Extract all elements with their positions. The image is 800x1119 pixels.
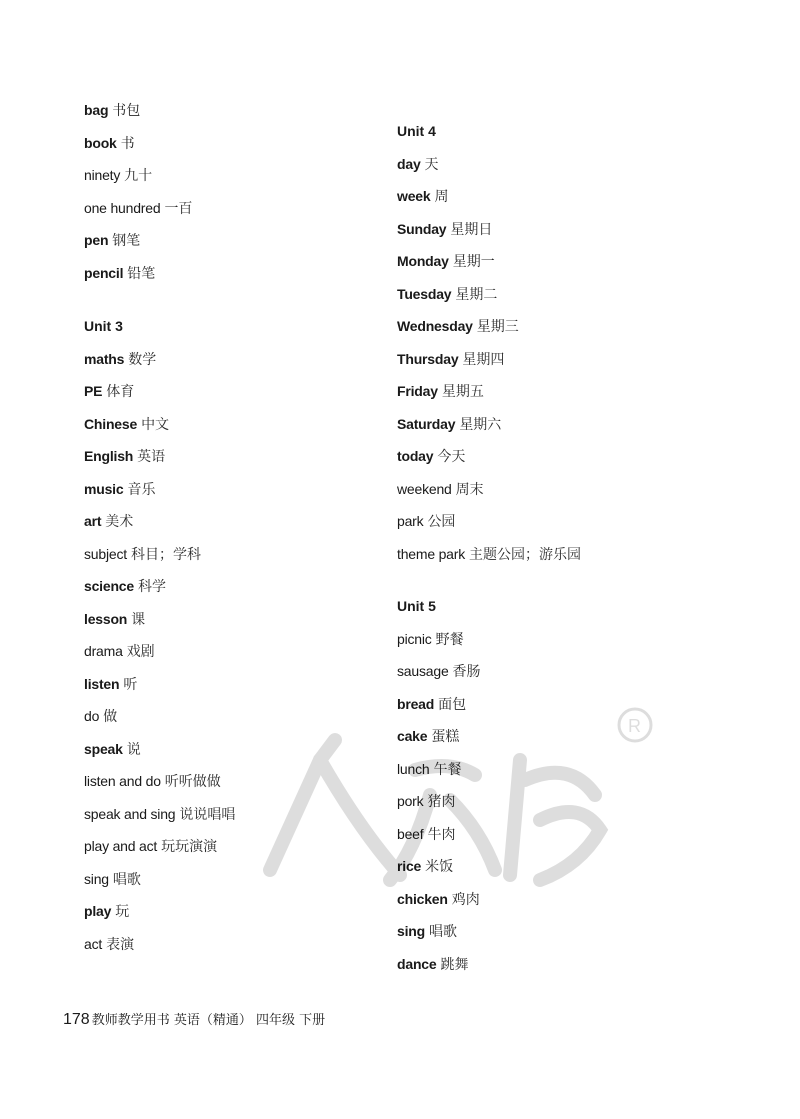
english-word: dance [397,955,437,972]
vocab-entry-do [84,707,117,726]
vocab-entry-monday [397,252,495,271]
chinese-translation: 科目；学科 [130,546,201,563]
chinese-translation: 戏剧 [126,644,155,660]
vocab-entry-pen [84,231,140,250]
english-word: chicken [397,890,448,907]
vocab-entry-lunch [397,760,461,779]
vocab-entry-thursday [397,350,504,369]
chinese-translation: 野餐 [435,631,464,648]
english-word: ninety [84,167,121,183]
chinese-translation: 音乐 [127,481,156,498]
chinese-translation: 唱歌 [112,871,141,888]
chinese-translation: 今天 [437,449,466,465]
vocab-entry-pencil [84,264,155,283]
english-word: beef [397,825,424,842]
vocab-entry-listen-and-do [84,772,221,791]
english-word: picnic [397,630,432,647]
vocab-entry-bag [84,101,140,120]
english-word: pork [397,793,424,809]
english-word: Saturday [397,415,456,432]
vocab-entry-sunday [397,220,492,239]
chinese-translation: 做 [103,709,118,725]
english-word: Wednesday [397,318,473,334]
english-word: speak and sing [84,805,176,822]
vocab-entry-science [84,577,166,596]
chinese-translation: 书包 [112,103,141,119]
english-word: lesson [84,610,128,627]
vocab-entry-friday [397,382,484,401]
vocab-entry-theme-park [397,545,581,564]
chinese-translation: 说 [126,741,141,758]
chinese-translation: 唱歌 [428,924,457,940]
chinese-translation: 听听做做 [164,774,221,790]
chinese-translation: 书 [120,135,135,152]
vocab-entry-pe [84,382,134,401]
vocab-entry-maths [84,350,156,369]
chinese-translation: 钢笔 [112,233,141,249]
vocab-entry-act [84,935,134,954]
english-word: cake [397,728,428,744]
english-word: music [84,480,124,497]
english-word: book [84,134,117,151]
vocab-entry-sing [397,922,457,941]
vocab-entry-music [84,480,155,499]
chinese-translation: 跳舞 [440,956,469,973]
chinese-translation: 中文 [141,416,170,433]
english-word: Friday [397,383,438,399]
vocab-entry-tuesday [397,285,497,304]
vocab-entry-english [84,447,165,466]
vocab-entry-sing [84,870,141,889]
chinese-translation: 蛋糕 [431,729,460,745]
vocab-entry-beef [397,825,455,844]
english-word: act [84,935,103,952]
english-word: park [397,513,424,529]
english-word: rice [397,858,422,874]
english-word: science [84,578,134,594]
vocab-entry-play-and-act [84,837,217,856]
vocab-entry-art [84,512,133,531]
chinese-translation: 铅笔 [127,265,156,282]
vocab-entry-play [84,902,129,921]
chinese-translation: 听 [123,676,138,693]
chinese-translation: 香肠 [452,664,481,680]
vocab-entry-drama [84,642,155,661]
vocab-entry-bread [397,695,466,714]
english-word: pen [84,232,109,248]
english-word: pencil [84,264,124,281]
chinese-translation: 英语 [137,449,166,465]
english-word: speak [84,740,123,757]
page-footer [63,1011,325,1030]
english-word: bread [397,695,435,712]
english-word: play [84,903,112,919]
english-word: lunch [397,760,430,777]
english-word: Monday [397,253,449,269]
vocab-entry-one-hundred [84,199,192,218]
vocab-entry-subject [84,545,201,564]
vocab-entry-pork [397,792,455,811]
vocab-entry-lesson [84,610,145,629]
chinese-translation: 体育 [106,384,135,400]
chinese-translation: 星期四 [462,351,505,368]
english-word: listen [84,675,120,692]
chinese-translation: 星期二 [455,286,498,303]
english-word: drama [84,643,123,659]
english-word: sausage [397,663,449,679]
chinese-translation: 星期日 [450,221,493,238]
vocab-entry-rice [397,857,453,876]
english-word: English [84,448,134,464]
chinese-translation: 星期一 [452,254,495,270]
english-word: Sunday [397,220,447,237]
vocab-entry-chicken [397,890,480,909]
vocab-entry-dance [397,955,468,974]
chinese-translation: 周 [434,189,449,205]
chinese-translation: 玩 [115,904,130,920]
chinese-translation: 午餐 [433,761,462,778]
english-word: Thursday [397,350,459,367]
english-word: day [397,155,421,172]
chinese-translation: 数学 [128,351,157,368]
chinese-translation: 星期五 [441,384,484,400]
english-word: Tuesday [397,285,452,302]
vocab-entry-cake [397,727,459,746]
english-word: PE [84,383,103,399]
chinese-translation: 面包 [438,696,467,713]
english-word: maths [84,350,125,367]
vocab-entry-listen [84,675,137,694]
vocab-entry-park [397,512,455,531]
english-word: listen and do [84,773,161,789]
vocab-entry-week [397,187,448,206]
svg-text:R: R [628,716,641,736]
vocab-entry-weekend [397,480,484,499]
english-word: today [397,448,434,464]
chinese-translation: 鸡肉 [451,891,480,908]
vocab-entry-chinese [84,415,169,434]
vocab-entry-today [397,447,465,466]
chinese-translation: 科学 [137,579,166,595]
english-word: theme park [397,545,466,562]
english-word: Chinese [84,415,138,432]
unit-heading-unit-3: Unit 3 [84,318,123,334]
english-word: sing [397,923,425,939]
vocab-entry-book [84,134,135,153]
chinese-translation: 天 [424,156,439,173]
chinese-translation: 九十 [124,168,153,184]
english-word: subject [84,545,127,562]
english-word: art [84,513,102,529]
chinese-translation: 表演 [106,936,135,953]
vocab-entry-sausage [397,662,481,681]
chinese-translation: 米饭 [425,859,454,875]
chinese-translation: 公园 [427,514,456,530]
english-word: week [397,188,431,204]
unit-heading-unit-5: Unit 5 [397,598,436,614]
vocab-entry-speak-and-sing [84,805,235,824]
vocab-entry-ninety [84,166,152,185]
chinese-translation: 美术 [105,514,134,530]
chinese-translation: 课 [131,611,146,628]
vocab-entry-speak [84,740,141,759]
english-word: one hundred [84,199,161,216]
chinese-translation: 牛肉 [427,826,456,843]
chinese-translation: 说说唱唱 [179,806,236,823]
english-word: sing [84,870,109,887]
english-word: weekend [397,480,452,497]
english-word: play and act [84,838,158,854]
vocab-entry-saturday [397,415,501,434]
chinese-translation: 星期三 [476,319,519,335]
chinese-translation: 一百 [164,200,193,217]
vocab-entry-picnic [397,630,464,649]
english-word: do [84,708,100,724]
chinese-translation: 主题公园；游乐园 [469,546,582,563]
chinese-translation: 周末 [455,481,484,498]
chinese-translation: 猪肉 [427,794,456,810]
vocab-entry-day [397,155,439,174]
unit-heading-unit-4: Unit 4 [397,123,436,139]
chinese-translation: 玩玩演演 [161,839,218,855]
book-title: 教师教学用书 英语（精通） 四年级 下册 [91,1013,326,1028]
page-number: 178 [63,1011,90,1028]
chinese-translation: 星期六 [459,416,502,433]
english-word: bag [84,102,109,118]
vocab-entry-wednesday [397,317,519,336]
